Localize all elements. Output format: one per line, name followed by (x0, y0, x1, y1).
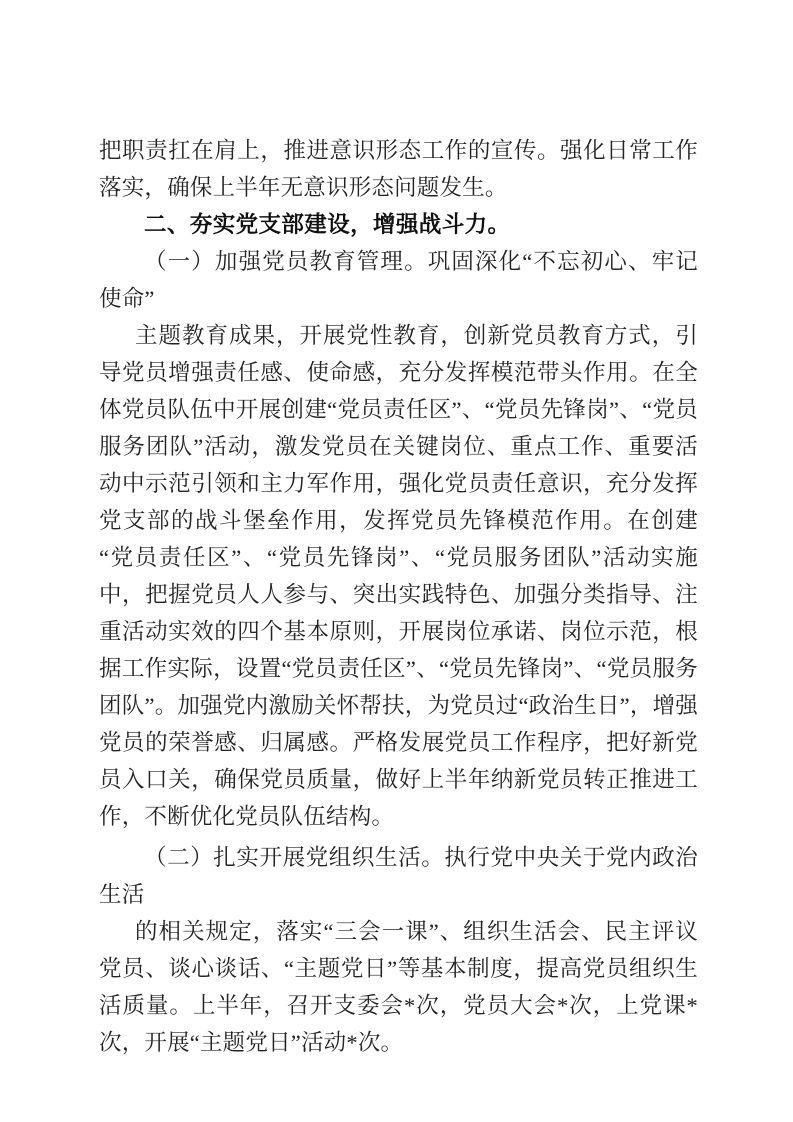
paragraph-one-lead: （一）加强党员教育管理。巩固深化“不忘初心、牢记使命” (99, 249, 698, 311)
document-body (99, 132, 698, 1061)
paragraph-intro: 把职责扛在肩上，推进意识形态工作的宣传。强化日常工作落实，确保上半年无意识形态问题发生。 (99, 138, 698, 200)
paragraph-two-lead: （二）扎实开展党组织生活。执行党中央关于党内政治生活 (99, 845, 698, 907)
paragraph-one-body: 主题教育成果，开展党性教育，创新党员教育方式，引导党员增强责任感、使命感，充分发挥模范带头作用。在全体党员队伍中开展创建“党员责任区”、“党员先锋岗”、“党员服务团队”活动，激发党员在关键岗位、重点工作、重要活动中示范引领和主力军作用，强化党员责任意识，充分发挥党支部的战斗堡垒作用，发挥党员先锋模范作用。在创建“党员责任区”、“党员先锋岗”、“党员服务团队”活动实施中，把握党员人人参与、突出实践特色、加强分类指导、注重活动实效的四个基本原则，开展岗位承诺、岗位示范，根据工作实际，设置“党员责任区”、“党员先锋岗”、“党员服务团队”。加强党内激励关怀帮扶，为党员过“政治生日”，增强党员的荣誉感、归属感。严格发展党员工作程序，把好新党员入口关，确保党员质量，做好上半年纳新党员转正推进工作，不断优化党员队伍结构。 (99, 323, 698, 829)
section-heading-two: 二、夯实党支部建设，增强战斗力。 (144, 212, 511, 237)
paragraph-two-body: 的相关规定，落实“三会一课”、组织生活会、民主评议党员、谈心谈话、“主题党日”等基本制度，提高党员组织生活质量。上半年，召开支委会*次，党员大会*次，上党课*次，开展“主题党日”活动*次。 (99, 919, 698, 1055)
